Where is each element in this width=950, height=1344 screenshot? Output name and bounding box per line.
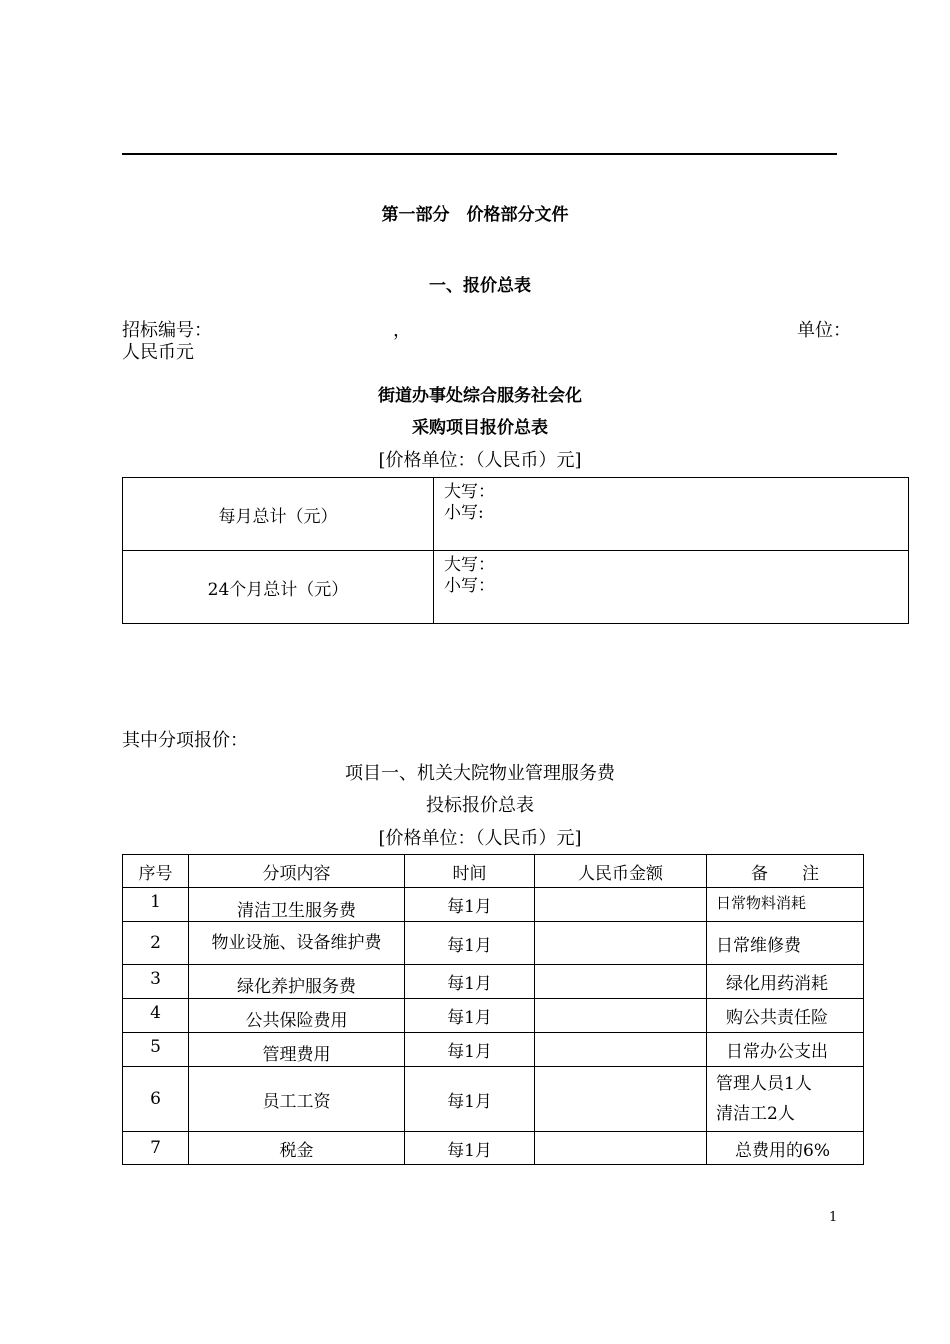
row-item: 税金 bbox=[189, 1132, 405, 1165]
row-note: 购公共责任险 bbox=[707, 999, 864, 1033]
breakdown-table bbox=[122, 854, 864, 1165]
row-note: 绿化用药消耗 bbox=[707, 965, 864, 999]
row-number: 4 bbox=[123, 999, 189, 1033]
row-note: 总费用的6% bbox=[707, 1132, 864, 1165]
row-amount bbox=[535, 1033, 707, 1067]
unit-label: 单位： bbox=[797, 320, 851, 341]
table-row bbox=[123, 1132, 864, 1165]
row-amount bbox=[535, 1132, 707, 1165]
column-header: 分项内容 bbox=[189, 855, 405, 888]
row-amount bbox=[535, 888, 707, 922]
row-note bbox=[707, 1067, 864, 1132]
page-number: 1 bbox=[829, 1210, 838, 1225]
column-header: 序号 bbox=[123, 855, 189, 888]
column-header: 时间 bbox=[405, 855, 535, 888]
header-rule bbox=[122, 153, 837, 155]
summary-row-label: 24个月总计（元） bbox=[123, 551, 434, 624]
row-note: 日常物料消耗 bbox=[707, 888, 864, 922]
summary-title-line1: 街道办事处综合服务社会化 bbox=[378, 386, 582, 406]
table-row bbox=[123, 922, 864, 965]
row-time: 每1月 bbox=[405, 922, 535, 965]
section-title: 一、报价总表 bbox=[429, 276, 531, 296]
project-title: 项目一、机关大院物业管理服务费 bbox=[345, 763, 615, 784]
row-item: 清洁卫生服务费 bbox=[189, 888, 405, 922]
summary-row-label: 每月总计（元） bbox=[123, 478, 434, 551]
table-row bbox=[123, 999, 864, 1033]
row-number: 6 bbox=[123, 1067, 189, 1132]
column-header: 备 注 bbox=[707, 855, 864, 888]
upper-amount-label: 大写： bbox=[444, 482, 495, 502]
row-number: 5 bbox=[123, 1033, 189, 1067]
breakdown-table-title: 投标报价总表 bbox=[426, 795, 534, 816]
breakdown-intro: 其中分项报价： bbox=[122, 730, 248, 751]
row-note-line: 管理人员1人 bbox=[716, 1074, 812, 1094]
row-amount bbox=[535, 999, 707, 1033]
summary-row bbox=[123, 551, 909, 624]
row-number: 2 bbox=[123, 922, 189, 965]
row-time: 每1月 bbox=[405, 888, 535, 922]
unit-value: 人民币元 bbox=[122, 342, 194, 363]
breakdown-price-unit: [价格单位：（人民币）元] bbox=[378, 828, 582, 849]
upper-amount-label: 大写： bbox=[444, 555, 495, 575]
summary-row-value bbox=[434, 551, 909, 624]
bid-no-separator: ， bbox=[393, 320, 411, 341]
part-title: 第一部分 价格部分文件 bbox=[381, 205, 569, 225]
table-header-row bbox=[123, 855, 864, 888]
row-time: 每1月 bbox=[405, 999, 535, 1033]
lower-amount-label: 小写: bbox=[444, 503, 484, 523]
row-number: 7 bbox=[123, 1132, 189, 1165]
row-time: 每1月 bbox=[405, 965, 535, 999]
summary-table bbox=[122, 477, 909, 624]
table-row bbox=[123, 1067, 864, 1132]
summary-row bbox=[123, 478, 909, 551]
row-item: 管理费用 bbox=[189, 1033, 405, 1067]
row-time: 每1月 bbox=[405, 1067, 535, 1132]
row-number: 1 bbox=[123, 888, 189, 922]
table-row bbox=[123, 1033, 864, 1067]
column-header: 人民币金额 bbox=[535, 855, 707, 888]
summary-row-value bbox=[434, 478, 909, 551]
table-row bbox=[123, 888, 864, 922]
row-time: 每1月 bbox=[405, 1132, 535, 1165]
row-item: 绿化养护服务费 bbox=[189, 965, 405, 999]
table-row bbox=[123, 965, 864, 999]
row-item: 物业设施、设备维护费 bbox=[189, 922, 405, 965]
row-item: 员工工资 bbox=[189, 1067, 405, 1132]
row-note-line: 清洁工2人 bbox=[716, 1104, 795, 1124]
row-note: 日常维修费 bbox=[707, 922, 864, 965]
row-time: 每1月 bbox=[405, 1033, 535, 1067]
row-note: 日常办公支出 bbox=[707, 1033, 864, 1067]
summary-title-line2: 采购项目报价总表 bbox=[412, 418, 548, 438]
bid-no-label: 招标编号： bbox=[122, 320, 212, 341]
row-amount bbox=[535, 1067, 707, 1132]
row-item: 公共保险费用 bbox=[189, 999, 405, 1033]
lower-amount-label: 小写： bbox=[444, 576, 495, 596]
row-amount bbox=[535, 965, 707, 999]
summary-price-unit: [价格单位：（人民币）元] bbox=[378, 450, 582, 471]
row-number: 3 bbox=[123, 965, 189, 999]
row-amount bbox=[535, 922, 707, 965]
